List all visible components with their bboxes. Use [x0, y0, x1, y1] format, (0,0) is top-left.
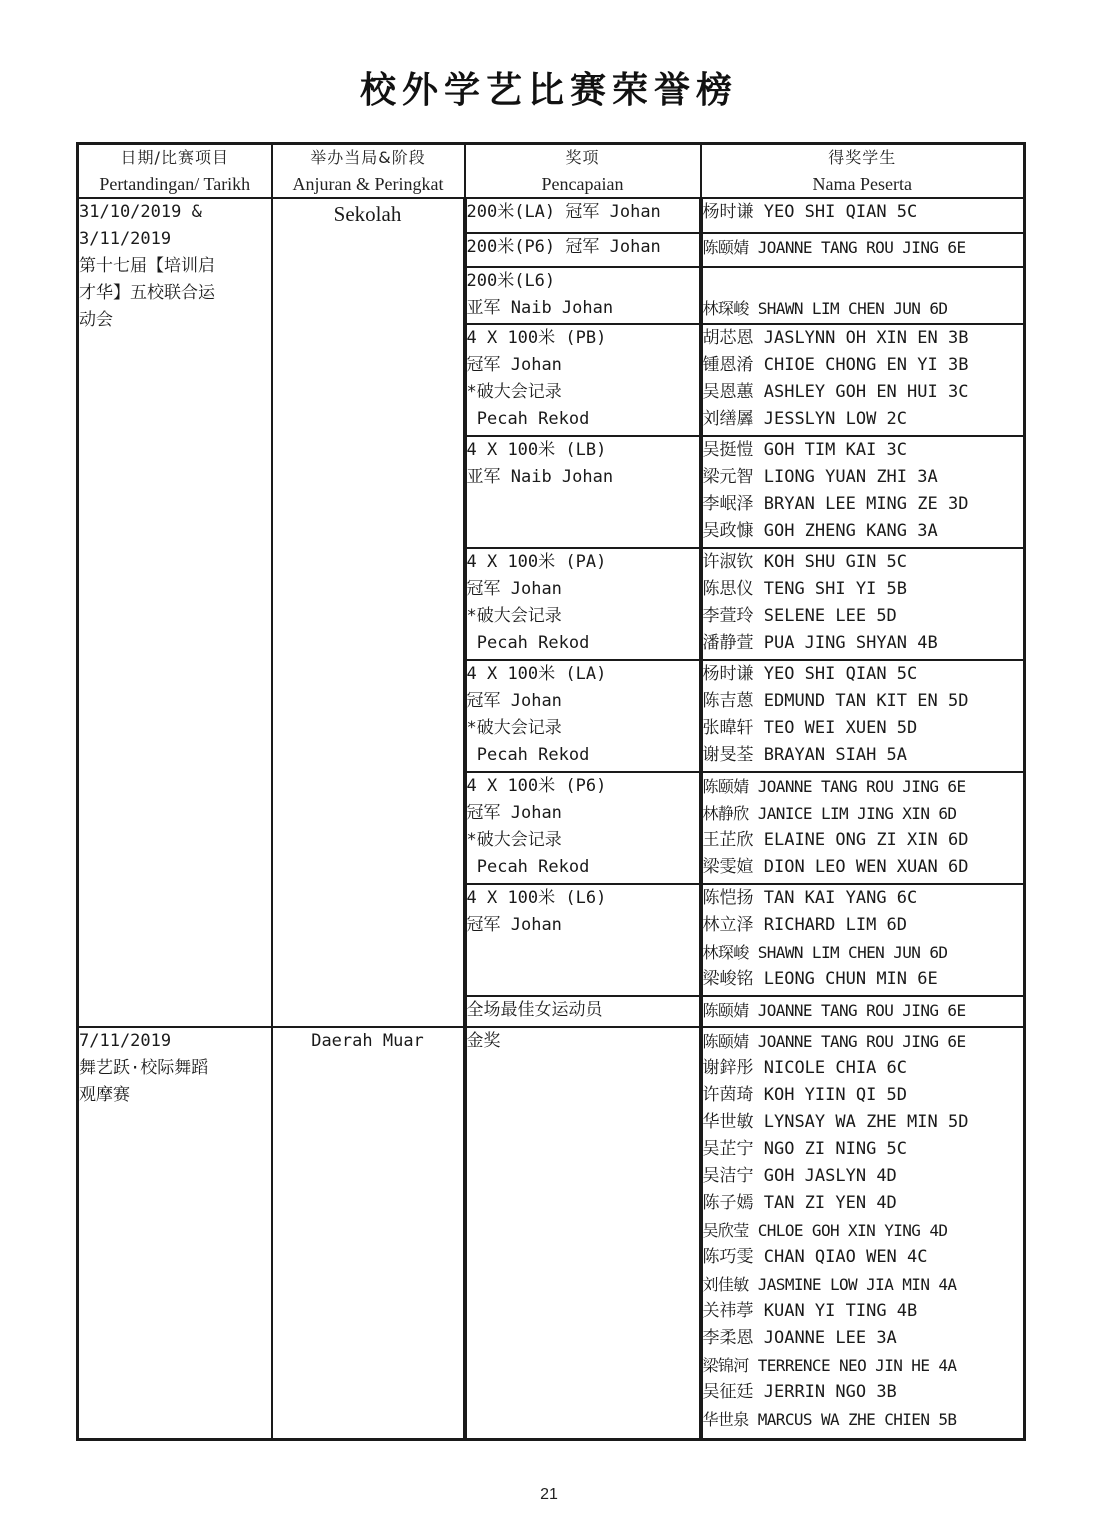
- event-cell: [78, 1027, 272, 1439]
- participant-name: 陈巧雯 CHAN QIAO WEN 4C: [702, 1247, 928, 1267]
- award-cell: [465, 996, 701, 1027]
- award-line: 亚军 Naib Johan: [466, 298, 614, 318]
- award-cell: [465, 233, 701, 267]
- event-line: 舞艺跃·校际舞蹈: [79, 1058, 209, 1078]
- award-line: Pecah Rekod: [466, 857, 590, 877]
- participant-name: 吴芷宁 NGO ZI NING 5C: [702, 1139, 908, 1159]
- participant-name: 林琛峻 SHAWN LIM CHEN JUN 6D: [702, 943, 948, 962]
- event-line: 7/11/2019: [79, 1031, 172, 1051]
- award-cell: [465, 1027, 701, 1439]
- names-cell: [701, 436, 1025, 548]
- header-participants: 得奖学生 Nama Peserta: [701, 144, 1025, 199]
- participant-name: 陈颐婧 JOANNE TANG ROU JING 6E: [702, 777, 966, 796]
- award-line: 4 X 100米 (L6): [466, 888, 607, 908]
- names-cell: [701, 548, 1025, 660]
- header-row: [78, 144, 1025, 199]
- page-number: 21: [540, 1486, 558, 1503]
- award-line: 200米(L6): [466, 271, 556, 291]
- award-line: 4 X 100米 (LB): [466, 440, 607, 460]
- participant-name: 陈恺扬 TAN KAI YANG 6C: [702, 888, 918, 908]
- participant-name: 华世敏 LYNSAY WA ZHE MIN 5D: [702, 1112, 969, 1132]
- names-cell: [701, 996, 1025, 1027]
- event-line: 才华】五校联合运: [79, 283, 215, 303]
- participant-name: 许茵琦 KOH YIIN QI 5D: [702, 1085, 908, 1105]
- participant-name: 华世泉 MARCUS WA ZHE CHIEN 5B: [702, 1410, 957, 1429]
- participant-name: 陈思仪 TENG SHI YI 5B: [702, 579, 908, 599]
- header-event: 日期/比赛项目 Pertandingan/ Tarikh: [78, 144, 272, 199]
- award-line: 全场最佳女运动员: [466, 1000, 603, 1020]
- participant-name: 胡芯恩 JASLYNN OH XIN EN 3B: [702, 328, 969, 348]
- award-line: 冠军 Johan: [466, 691, 562, 711]
- award-line: 4 X 100米 (P6): [466, 776, 607, 796]
- award-line: 冠军 Johan: [466, 355, 562, 375]
- names-cell: [701, 324, 1025, 436]
- award-cell: [465, 660, 701, 772]
- participant-name: 吴恩蕙 ASHLEY GOH EN HUI 3C: [702, 382, 969, 402]
- participant-name: 陈颐婧 JOANNE TANG ROU JING 6E: [702, 1001, 966, 1020]
- names-cell: [701, 1027, 1025, 1439]
- table-row: [78, 1027, 1025, 1439]
- award-line: 4 X 100米 (LA): [466, 664, 607, 684]
- participant-name: 吴政慷 GOH ZHENG KANG 3A: [702, 521, 938, 541]
- award-line: 200米(LA) 冠军 Johan: [466, 202, 661, 222]
- event-line: 3/11/2019: [79, 229, 172, 249]
- participant-name: 关祎葶 KUAN YI TING 4B: [702, 1301, 918, 1321]
- names-cell: [701, 198, 1025, 233]
- participant-name: 梁雯媗 DION LEO WEN XUAN 6D: [702, 857, 969, 877]
- honor-table: [76, 142, 1026, 1441]
- participant-name: 吴欣莹 CHLOE GOH XIN YING 4D: [702, 1221, 948, 1240]
- participant-name: 谢鋅彤 NICOLE CHIA 6C: [702, 1058, 908, 1078]
- award-cell: [465, 267, 701, 324]
- award-line: *破大会记录: [466, 606, 562, 626]
- participant-name: 潘静萱 PUA JING SHYAN 4B: [702, 633, 938, 653]
- participant-name: 陈吉蒽 EDMUND TAN KIT EN 5D: [702, 691, 969, 711]
- participant-name: 刘缮羼 JESSLYN LOW 2C: [702, 409, 908, 429]
- award-line: Pecah Rekod: [466, 409, 590, 429]
- participant-name: 林静欣 JANICE LIM JING XIN 6D: [702, 804, 957, 823]
- participant-name: 王芷欣 ELAINE ONG ZI XIN 6D: [702, 830, 969, 850]
- award-line: *破大会记录: [466, 718, 562, 738]
- names-cell: [701, 660, 1025, 772]
- award-cell: [465, 436, 701, 548]
- participant-name: 杨时谦 YEO SHI QIAN 5C: [702, 664, 918, 684]
- award-line: 4 X 100米 (PA): [466, 552, 607, 572]
- participant-name: 张暐轩 TEO WEI XUEN 5D: [702, 718, 918, 738]
- award-line: Pecah Rekod: [466, 633, 590, 653]
- award-line: 冠军 Johan: [466, 915, 562, 935]
- names-cell: [701, 772, 1025, 884]
- participant-name: 吴征廷 JERRIN NGO 3B: [702, 1382, 897, 1402]
- names-cell: [701, 233, 1025, 267]
- award-cell: [465, 884, 701, 996]
- participant-name: 刘佳敏 JASMINE LOW JIA MIN 4A: [702, 1275, 957, 1294]
- award-line: 冠军 Johan: [466, 803, 562, 823]
- event-line: 31/10/2019 &: [79, 202, 202, 222]
- award-line: 冠军 Johan: [466, 579, 562, 599]
- event-cell: [78, 198, 272, 1027]
- header-organizer: 举办当局&阶段 Anjuran & Peringkat: [272, 144, 465, 199]
- participant-name: [703, 268, 1024, 295]
- award-cell: [465, 198, 701, 233]
- participant-name: 陈颐婧 JOANNE TANG ROU JING 6E: [702, 1032, 966, 1051]
- participant-name: 梁元智 LIONG YUAN ZHI 3A: [702, 467, 938, 487]
- event-line: 动会: [79, 310, 113, 330]
- participant-name: 李柔恩 JOANNE LEE 3A: [702, 1328, 897, 1348]
- names-cell: [701, 884, 1025, 996]
- award-cell: [465, 548, 701, 660]
- award-line: *破大会记录: [466, 830, 562, 850]
- award-line: Pecah Rekod: [466, 745, 590, 765]
- award-line: *破大会记录: [466, 382, 562, 402]
- participant-name: 锺恩淆 CHIOE CHONG EN YI 3B: [702, 355, 969, 375]
- names-cell: [701, 267, 1025, 324]
- table-row: [78, 198, 1025, 233]
- page-title: 校外学艺比赛荣誉榜: [359, 69, 738, 111]
- award-cell: [465, 772, 701, 884]
- participant-name: 陈子嫣 TAN ZI YEN 4D: [702, 1193, 897, 1213]
- level-cell: Sekolah: [272, 198, 465, 1027]
- participant-name: 李岷泽 BRYAN LEE MING ZE 3D: [702, 494, 969, 514]
- participant-name: 李萱玲 SELENE LEE 5D: [702, 606, 897, 626]
- participant-name: 吴洁宁 GOH JASLYN 4D: [702, 1166, 897, 1186]
- participant-name: 许淑钦 KOH SHU GIN 5C: [702, 552, 908, 572]
- participant-name: 杨时谦 YEO SHI QIAN 5C: [702, 202, 918, 222]
- participant-name: 梁峻铭 LEONG CHUN MIN 6E: [702, 969, 938, 989]
- award-line: 金奖: [466, 1031, 501, 1051]
- participant-name: 林琛峻 SHAWN LIM CHEN JUN 6D: [702, 299, 948, 318]
- award-line: 亚军 Naib Johan: [466, 467, 614, 487]
- header-achievement: 奖项 Pencapaian: [465, 144, 701, 199]
- event-line: 第十七届【培训启: [79, 256, 215, 276]
- participant-name: 梁锦河 TERRENCE NEO JIN HE 4A: [702, 1356, 957, 1375]
- award-line: 4 X 100米 (PB): [466, 328, 607, 348]
- participant-name: 谢旻荃 BRAYAN SIAH 5A: [702, 745, 908, 765]
- participant-name: 林立泽 RICHARD LIM 6D: [702, 915, 908, 935]
- award-line: 200米(P6) 冠军 Johan: [466, 237, 661, 257]
- participant-name: 陈颐婧 JOANNE TANG ROU JING 6E: [702, 238, 966, 257]
- award-cell: [465, 324, 701, 436]
- participant-name: 吴挺愷 GOH TIM KAI 3C: [702, 440, 908, 460]
- event-line: 观摩赛: [79, 1085, 130, 1105]
- level-cell: Daerah Muar: [272, 1027, 465, 1439]
